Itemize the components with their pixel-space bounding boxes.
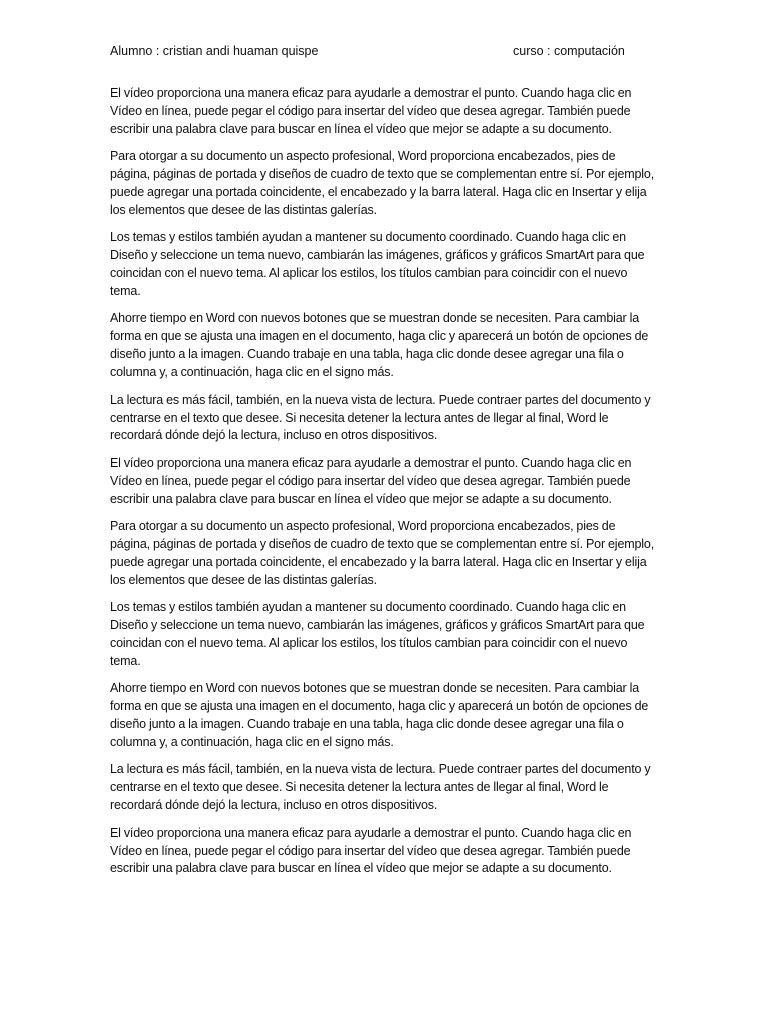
document-header (110, 42, 650, 60)
paragraph: El vídeo proporciona una manera eficaz para ayudarle a demostrar el punto. Cuando haga clic en Vídeo en línea, puede pegar el código para insertar del vídeo que desea agregar. También puede escribir una palabra clave para buscar en línea el vídeo que mejor se adapte a su documento. (110, 455, 632, 506)
paragraph: Los temas y estilos también ayudan a mantener su documento coordinado. Cuando haga clic en Diseño y seleccione un tema nuevo, cambiarán las imágenes, gráficos y gráficos SmartArt para que coincidan con el nuevo tema. Al aplicar los estilos, los títulos cambian para coincidir con el nuevo tema. (110, 230, 645, 299)
document-body (110, 85, 658, 888)
student-name: Alumno : cristian andi huaman quispe (110, 44, 319, 58)
course-name: curso : computación (513, 44, 625, 58)
paragraph: La lectura es más fácil, también, en la nueva vista de lectura. Puede contraer partes del documento y centrarse en el texto que desee. Si necesita detener la lectura antes de llegar al final, Word le recordará dónde dejó la lectura, incluso en otros dispositivos. (110, 762, 651, 813)
paragraph: El vídeo proporciona una manera eficaz para ayudarle a demostrar el punto. Cuando haga clic en Vídeo en línea, puede pegar el código para insertar del vídeo que desea agregar. También puede escribir una palabra clave para buscar en línea el vídeo que mejor se adapte a su documento. (110, 825, 632, 876)
paragraph: Para otorgar a su documento un aspecto profesional, Word proporciona encabezados, pies de página, páginas de portada y diseños de cuadro de texto que se complementan entre sí. Por ejemplo, puede agregar una portada coincidente, el encabezado y la barra lateral. Haga clic en Insertar y elija los elementos que desee de las distintas galerías. (110, 519, 655, 587)
paragraph: El vídeo proporciona una manera eficaz para ayudarle a demostrar el punto. Cuando haga clic en Vídeo en línea, puede pegar el código para insertar del vídeo que desea agregar. También puede escribir una palabra clave para buscar en línea el vídeo que mejor se adapte a su documento. (110, 86, 632, 136)
paragraph: Los temas y estilos también ayudan a mantener su documento coordinado. Cuando haga clic en Diseño y seleccione un tema nuevo, cambiarán las imágenes, gráficos y gráficos SmartArt para que coincidan con el nuevo tema. Al aplicar los estilos, los títulos cambian para coincidir con el nuevo tema. (110, 600, 645, 668)
paragraph: La lectura es más fácil, también, en la nueva vista de lectura. Puede contraer partes del documento y centrarse en el texto que desee. Si necesita detener la lectura antes de llegar al final, Word le recordará dónde dejó la lectura, incluso en otros dispositivos. (110, 392, 651, 443)
paragraph: Ahorre tiempo en Word con nuevos botones que se muestran donde se necesiten. Para cambiar la forma en que se ajusta una imagen en el documento, haga clic y aparecerá un botón de opciones de diseño junto a la imagen. Cuando trabaje en una tabla, haga clic donde desee agregar una fila o columna y, a continuación, haga clic en el signo más. (110, 311, 649, 380)
paragraph: Ahorre tiempo en Word con nuevos botones que se muestran donde se necesiten. Para cambiar la forma en que se ajusta una imagen en el documento, haga clic y aparecerá un botón de opciones de diseño junto a la imagen. Cuando trabaje en una tabla, haga clic donde desee agregar una fila o columna y, a continuación, haga clic en el signo más. (110, 681, 649, 749)
paragraph: Para otorgar a su documento un aspecto profesional, Word proporciona encabezados, pies de página, páginas de portada y diseños de cuadro de texto que se complementan entre sí. Por ejemplo, puede agregar una portada coincidente, el encabezado y la barra lateral. Haga clic en Insertar y elija los elementos que desee de las distintas galerías. (110, 149, 655, 217)
